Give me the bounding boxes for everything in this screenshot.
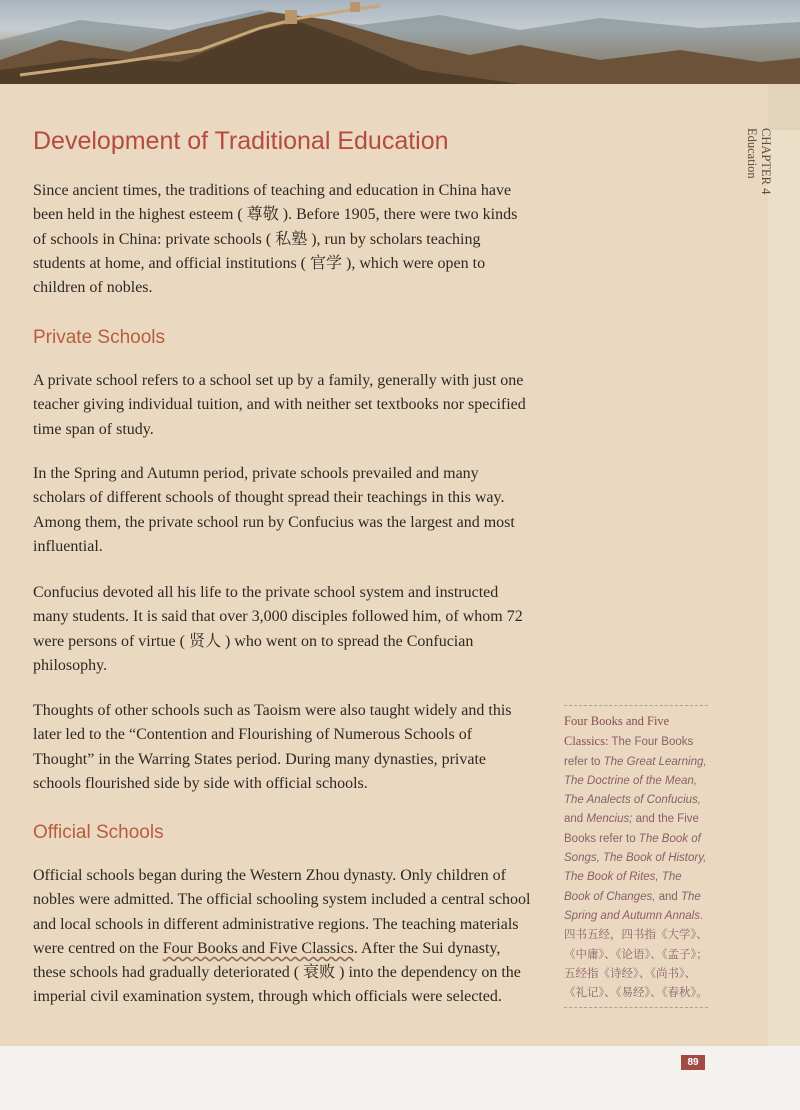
private-schools-paragraph-4: Thoughts of other schools such as Taoism were also taught widely and this later led to the “Contention and Flourishing of Numerous Schools of Thought” in the Warring States period. During many dynasties, private schools flourished side by side with official schools.	[33, 702, 512, 792]
sidenote-heading: Four Books and Five Classics:	[564, 714, 670, 749]
chapter-name: Education	[745, 128, 759, 179]
private-schools-paragraph-3: Confucius devoted all his life to the private school system and instructed many students. It is said that over 3,000 disciples followed him, of whom 72 were persons of virtue ( 贤人 ) who went on to spread the Confucian philosophy.	[33, 584, 523, 674]
sidenote-text: Four Books and Five Classics: The Four Books refer to The Great Learning, The Doctrine of the Mean, The Analects of Confucius, and Mencius; and the Five Books refer to The Book of Songs, The Book of History, The Book of Rites, The Book of Changes, and The Spring and Autumn Annals. 四书五经，四书指《大学》、《中庸》、《论语》、《孟子》；五经指《诗经》、《尚书》、《礼记》、《易经》、《春秋》。	[564, 714, 708, 1000]
chapter-marker	[733, 128, 773, 228]
private-schools-paragraph-1: A private school refers to a school set up by a family, generally with just one teacher giving individual tuition, and with neither set textbooks nor specified time span of study.	[33, 372, 526, 438]
private-schools-heading: Private Schools	[33, 327, 166, 348]
chapter-label: CHAPTER 4	[759, 128, 773, 195]
page-edge	[768, 84, 800, 130]
page-number-badge: 89	[681, 1055, 705, 1070]
official-schools-paragraph: Official schools began during the Western Zhou dynasty. Only children of nobles were admitted. The official schooling system included a central school and local schools in different administrative regions. The teaching materials were centred on the Four Books and Five Classics. After the Sui dynasty, these schools had gradually deteriorated ( 衰败 ) into the dependency on the imperial civil examination system, through which officials were selected.	[33, 867, 531, 1006]
private-schools-paragraph-2: In the Spring and Autumn period, private schools prevailed and many scholars of different schools of thought spread their teachings in this way. Among them, the private school run by Confucius was the largest and most influential.	[33, 465, 515, 555]
mountain-landscape-image	[0, 0, 800, 84]
official-schools-heading: Official Schools	[33, 822, 164, 843]
chinese-term: 官学	[310, 254, 343, 272]
chinese-term: 尊敬	[246, 206, 279, 224]
page-margin-bottom	[0, 1046, 800, 1110]
glossary-link[interactable]: Four Books and Five Classics	[162, 939, 354, 957]
great-wall-banner	[0, 0, 800, 84]
chinese-term: 贤人	[188, 632, 221, 650]
intro-paragraph: Since ancient times, the traditions of teaching and education in China have been held in the highest esteem ( 尊敬 ). Before 1905, there were two kinds of schools in China: private schools ( 私塾 ), run by scholars teaching students at home, and official institutions ( 官学 ), which were open to children of nobles.	[33, 182, 518, 297]
glossary-sidenote	[564, 705, 708, 1008]
page-title: Development of Traditional Education	[33, 127, 449, 155]
chinese-term: 衰败	[303, 964, 336, 982]
chinese-term: 私塾	[275, 230, 308, 248]
